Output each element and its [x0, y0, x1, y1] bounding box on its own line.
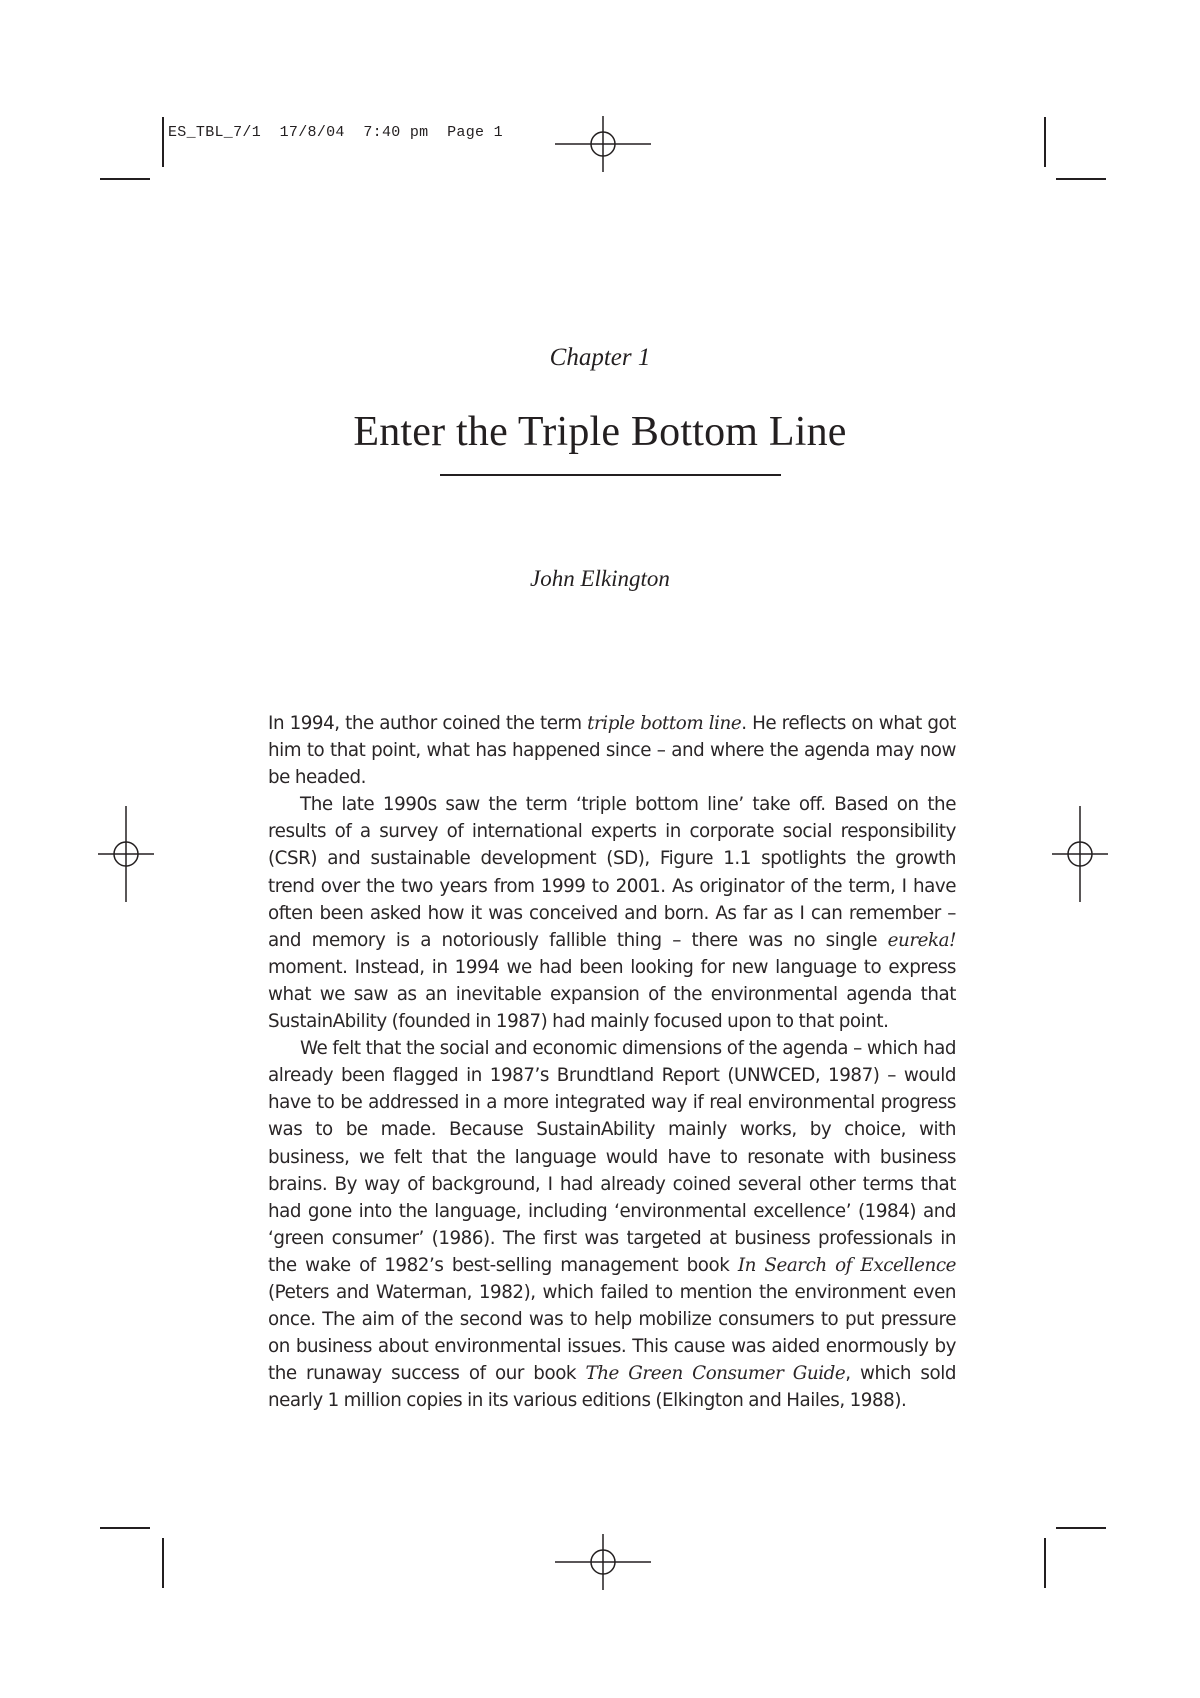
- crop-mark-top-right-horizontal: [1056, 178, 1106, 180]
- registration-mark-right-icon: [1032, 806, 1128, 902]
- body-text: [268, 710, 956, 1414]
- italic-title: The Green Consumer Guide: [585, 1363, 846, 1385]
- chapter-author: John Elkington: [530, 566, 670, 591]
- text-run: The late 1990s saw the term ‘triple bottom line’ take off. Based on the results of a survey of international experts in corporate social responsibility (CSR) and sustainable development (SD), Figure 1.1 spotlights the growth trend over the two years from 1999 to 2001. As originator of the term, I have often been asked how it was conceived and born. As far as I can remember – and memory is a notoriously fallible thing – there was no single: [268, 794, 956, 951]
- slug-time: 7:40 pm: [363, 124, 429, 141]
- crop-mark-bottom-left-vertical: [162, 1538, 164, 1588]
- crop-mark-top-left-horizontal: [100, 178, 150, 180]
- crop-mark-top-left-vertical: [162, 117, 164, 167]
- chapter-title: Enter the Triple Bottom Line: [353, 409, 847, 455]
- title-rule: [440, 474, 781, 476]
- text-run: . He reflects on what got him to that point, what has happened since – and where the agenda may now be headed.: [268, 713, 956, 789]
- slug-page: Page 1: [447, 124, 503, 141]
- printer-slug: [168, 124, 503, 141]
- registration-mark-bottom-icon: [555, 1514, 651, 1610]
- text-run: (Peters and Waterman, 1982), which failed to mention the environment even once. The aim of the second was to help mobilize consumers to put pressure on business about environmental issues. This cause was aided enormously by the runaway success of our book: [268, 1281, 956, 1385]
- slug-file: ES_TBL_7/1: [168, 124, 262, 141]
- crop-mark-top-right-vertical: [1044, 117, 1046, 167]
- italic-term: triple bottom line: [587, 713, 742, 734]
- italic-title: In Search of Excellence: [737, 1254, 956, 1276]
- crop-mark-bottom-right-vertical: [1044, 1538, 1046, 1588]
- italic-term: eureka!: [887, 929, 956, 951]
- registration-mark-top-icon: [555, 96, 651, 192]
- crop-mark-bottom-left-horizontal: [100, 1527, 150, 1529]
- registration-mark-left-icon: [78, 806, 174, 902]
- crop-mark-bottom-right-horizontal: [1056, 1527, 1106, 1529]
- paragraph-3: [268, 1035, 956, 1414]
- text-run: We felt that the social and economic dimensions of the agenda – which had already been flagged in 1987’s Brundtland Report (UNWCED, 1987) – would have to be addressed in a more integrated way if real environmental progress was to be made. Because SustainAbility mainly works, by choice, with business, we felt that the language would have to resonate with business brains. By way of background, I had already coined several other terms that had gone into the language, including ‘environmental excellence’ (1984) and ‘green consumer’ (1986). The first was targeted at business professionals in the wake of 1982’s best-selling management book: [268, 1038, 956, 1276]
- paragraph-intro: [268, 710, 956, 791]
- slug-date: 17/8/04: [279, 124, 345, 141]
- text-run: moment. Instead, in 1994 we had been looking for new language to express what we saw as an inevitable expansion of the environmental agenda that SustainAbility (founded in 1987) had mainly focused upon to that point.: [268, 956, 956, 1033]
- chapter-label: Chapter 1: [549, 344, 651, 371]
- text-run: , which sold nearly 1 million copies in its various editions (Elkington and Hailes, 1988).: [268, 1363, 956, 1412]
- text-run: In 1994, the author coined the term: [268, 713, 588, 734]
- paragraph-2: [268, 791, 956, 1035]
